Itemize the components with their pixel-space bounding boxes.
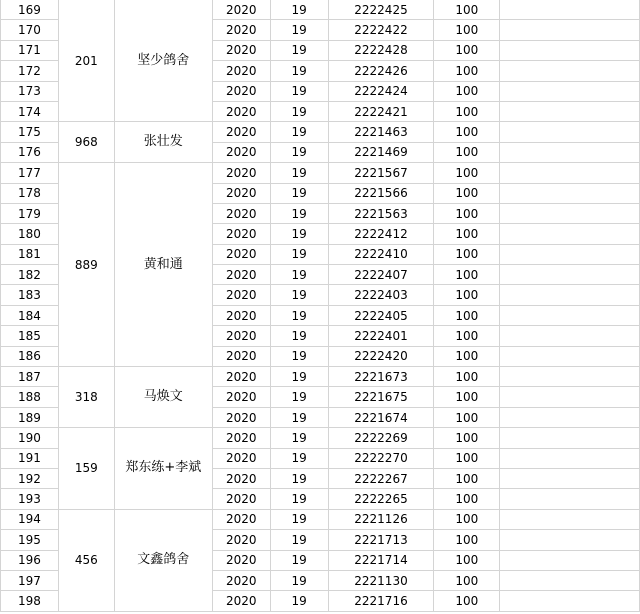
ring-number-cell[interactable]: 2221714 [328,550,434,570]
score-cell[interactable]: 100 [434,244,500,264]
score-cell[interactable]: 100 [434,367,500,387]
ring-number-cell[interactable]: 2221716 [328,591,434,611]
owner-name-cell[interactable]: 黄和通 [114,163,212,367]
row-number-cell[interactable]: 186 [1,346,59,366]
score-cell[interactable]: 100 [434,40,500,60]
table-row [1,428,640,448]
area-code-cell[interactable]: 19 [270,20,328,40]
loft-code-cell[interactable]: 968 [58,122,114,163]
ring-number-cell[interactable]: 2222407 [328,265,434,285]
loft-code-cell[interactable]: 159 [58,428,114,510]
row-number-cell[interactable]: 172 [1,61,59,81]
empty-cell[interactable] [500,61,640,81]
row-number-cell[interactable]: 194 [1,509,59,529]
owner-name-cell[interactable]: 文鑫鸽舍 [114,509,212,611]
year-cell[interactable]: 2020 [212,142,270,162]
score-cell[interactable]: 100 [434,285,500,305]
empty-cell[interactable] [500,0,640,20]
table-row [1,509,640,529]
row-number-cell[interactable]: 191 [1,448,59,468]
table-row [1,0,640,20]
area-code-cell[interactable]: 19 [270,489,328,509]
area-code-cell[interactable]: 19 [270,305,328,325]
area-code-cell[interactable]: 19 [270,244,328,264]
ring-number-cell[interactable]: 2222426 [328,61,434,81]
row-number-cell[interactable]: 181 [1,244,59,264]
score-cell[interactable]: 100 [434,550,500,570]
empty-cell[interactable] [500,244,640,264]
ring-number-cell[interactable]: 2222428 [328,40,434,60]
row-number-cell[interactable]: 178 [1,183,59,203]
area-code-cell[interactable]: 19 [270,0,328,20]
empty-cell[interactable] [500,367,640,387]
score-cell[interactable]: 100 [434,265,500,285]
ring-number-cell[interactable]: 2221563 [328,203,434,223]
ring-number-cell[interactable]: 2222401 [328,326,434,346]
year-cell[interactable]: 2020 [212,285,270,305]
area-code-cell[interactable]: 19 [270,163,328,183]
year-cell[interactable]: 2020 [212,101,270,121]
loft-code-cell[interactable]: 456 [58,509,114,611]
year-cell[interactable]: 2020 [212,367,270,387]
empty-cell[interactable] [500,20,640,40]
empty-cell[interactable] [500,387,640,407]
empty-cell[interactable] [500,305,640,325]
year-cell[interactable]: 2020 [212,20,270,40]
ring-number-cell[interactable]: 2221469 [328,142,434,162]
area-code-cell[interactable]: 19 [270,101,328,121]
year-cell[interactable]: 2020 [212,530,270,550]
score-cell[interactable]: 100 [434,489,500,509]
year-cell[interactable]: 2020 [212,591,270,611]
score-cell[interactable]: 100 [434,0,500,20]
score-cell[interactable]: 100 [434,530,500,550]
score-cell[interactable]: 100 [434,203,500,223]
row-number-cell[interactable]: 179 [1,203,59,223]
empty-cell[interactable] [500,448,640,468]
row-number-cell[interactable]: 183 [1,285,59,305]
score-cell[interactable]: 100 [434,305,500,325]
score-cell[interactable]: 100 [434,224,500,244]
loft-code-cell[interactable]: 201 [58,0,114,122]
row-number-cell[interactable]: 174 [1,101,59,121]
row-number-cell[interactable]: 175 [1,122,59,142]
score-cell[interactable]: 100 [434,407,500,427]
area-code-cell[interactable]: 19 [270,81,328,101]
area-code-cell[interactable]: 19 [270,142,328,162]
year-cell[interactable]: 2020 [212,203,270,223]
area-code-cell[interactable]: 19 [270,570,328,590]
ring-number-cell[interactable]: 2222425 [328,0,434,20]
year-cell[interactable]: 2020 [212,81,270,101]
year-cell[interactable]: 2020 [212,183,270,203]
row-number-cell[interactable]: 171 [1,40,59,60]
empty-cell[interactable] [500,591,640,611]
score-cell[interactable]: 100 [434,428,500,448]
row-number-cell[interactable]: 192 [1,468,59,488]
year-cell[interactable]: 2020 [212,61,270,81]
ring-number-cell[interactable]: 2221567 [328,163,434,183]
score-cell[interactable]: 100 [434,183,500,203]
empty-cell[interactable] [500,326,640,346]
row-number-cell[interactable]: 169 [1,0,59,20]
area-code-cell[interactable]: 19 [270,367,328,387]
ring-number-cell[interactable]: 2222405 [328,305,434,325]
area-code-cell[interactable]: 19 [270,326,328,346]
row-number-cell[interactable]: 180 [1,224,59,244]
area-code-cell[interactable]: 19 [270,346,328,366]
year-cell[interactable]: 2020 [212,265,270,285]
empty-cell[interactable] [500,570,640,590]
ring-number-cell[interactable]: 2222270 [328,448,434,468]
score-cell[interactable]: 100 [434,346,500,366]
empty-cell[interactable] [500,224,640,244]
empty-cell[interactable] [500,142,640,162]
results-table-body [1,0,640,611]
ring-number-cell[interactable]: 2222265 [328,489,434,509]
year-cell[interactable]: 2020 [212,448,270,468]
loft-code-cell[interactable]: 318 [58,367,114,428]
table-row [1,163,640,183]
area-code-cell[interactable]: 19 [270,509,328,529]
area-code-cell[interactable]: 19 [270,203,328,223]
row-number-cell[interactable]: 184 [1,305,59,325]
row-number-cell[interactable]: 173 [1,81,59,101]
empty-cell[interactable] [500,163,640,183]
owner-name-cell[interactable]: 郑东练+李斌 [114,428,212,510]
year-cell[interactable]: 2020 [212,326,270,346]
area-code-cell[interactable]: 19 [270,550,328,570]
ring-number-cell[interactable]: 2221675 [328,387,434,407]
year-cell[interactable]: 2020 [212,305,270,325]
area-code-cell[interactable]: 19 [270,224,328,244]
empty-cell[interactable] [500,468,640,488]
year-cell[interactable]: 2020 [212,163,270,183]
area-code-cell[interactable]: 19 [270,530,328,550]
area-code-cell[interactable]: 19 [270,40,328,60]
year-cell[interactable]: 2020 [212,122,270,142]
score-cell[interactable]: 100 [434,387,500,407]
row-number-cell[interactable]: 198 [1,591,59,611]
year-cell[interactable]: 2020 [212,407,270,427]
score-cell[interactable]: 100 [434,163,500,183]
score-cell[interactable]: 100 [434,122,500,142]
row-number-cell[interactable]: 195 [1,530,59,550]
year-cell[interactable]: 2020 [212,224,270,244]
score-cell[interactable]: 100 [434,448,500,468]
ring-number-cell[interactable]: 2221713 [328,530,434,550]
year-cell[interactable]: 2020 [212,468,270,488]
ring-number-cell[interactable]: 2222412 [328,224,434,244]
empty-cell[interactable] [500,203,640,223]
table-row [1,367,640,387]
row-number-cell[interactable]: 197 [1,570,59,590]
area-code-cell[interactable]: 19 [270,265,328,285]
area-code-cell[interactable]: 19 [270,387,328,407]
empty-cell[interactable] [500,40,640,60]
year-cell[interactable]: 2020 [212,0,270,20]
ring-number-cell[interactable]: 2222410 [328,244,434,264]
year-cell[interactable]: 2020 [212,244,270,264]
ring-number-cell[interactable]: 2221673 [328,367,434,387]
ring-number-cell[interactable]: 2222422 [328,20,434,40]
area-code-cell[interactable]: 19 [270,183,328,203]
empty-cell[interactable] [500,101,640,121]
row-number-cell[interactable]: 187 [1,367,59,387]
row-number-cell[interactable]: 189 [1,407,59,427]
ring-number-cell[interactable]: 2221130 [328,570,434,590]
empty-cell[interactable] [500,346,640,366]
empty-cell[interactable] [500,489,640,509]
year-cell[interactable]: 2020 [212,387,270,407]
area-code-cell[interactable]: 19 [270,448,328,468]
row-number-cell[interactable]: 190 [1,428,59,448]
ring-number-cell[interactable]: 2222421 [328,101,434,121]
ring-number-cell[interactable]: 2222403 [328,285,434,305]
year-cell[interactable]: 2020 [212,550,270,570]
score-cell[interactable]: 100 [434,142,500,162]
table-row [1,122,640,142]
score-cell[interactable]: 100 [434,61,500,81]
empty-cell[interactable] [500,265,640,285]
empty-cell[interactable] [500,81,640,101]
row-number-cell[interactable]: 170 [1,20,59,40]
area-code-cell[interactable]: 19 [270,468,328,488]
owner-name-cell[interactable]: 坚少鸽舍 [114,0,212,122]
year-cell[interactable]: 2020 [212,570,270,590]
score-cell[interactable]: 100 [434,468,500,488]
ring-number-cell[interactable]: 2222424 [328,81,434,101]
score-cell[interactable]: 100 [434,591,500,611]
ring-number-cell[interactable]: 2222267 [328,468,434,488]
year-cell[interactable]: 2020 [212,40,270,60]
empty-cell[interactable] [500,285,640,305]
empty-cell[interactable] [500,183,640,203]
ring-number-cell[interactable]: 2221566 [328,183,434,203]
loft-code-cell[interactable]: 889 [58,163,114,367]
score-cell[interactable]: 100 [434,570,500,590]
ring-number-cell[interactable]: 2221674 [328,407,434,427]
empty-cell[interactable] [500,509,640,529]
score-cell[interactable]: 100 [434,326,500,346]
score-cell[interactable]: 100 [434,101,500,121]
year-cell[interactable]: 2020 [212,509,270,529]
row-number-cell[interactable]: 188 [1,387,59,407]
empty-cell[interactable] [500,530,640,550]
area-code-cell[interactable]: 19 [270,407,328,427]
year-cell[interactable]: 2020 [212,428,270,448]
empty-cell[interactable] [500,122,640,142]
area-code-cell[interactable]: 19 [270,122,328,142]
owner-name-cell[interactable]: 马焕文 [114,367,212,428]
area-code-cell[interactable]: 19 [270,61,328,81]
row-number-cell[interactable]: 182 [1,265,59,285]
row-number-cell[interactable]: 193 [1,489,59,509]
row-number-cell[interactable]: 176 [1,142,59,162]
ring-number-cell[interactable]: 2222269 [328,428,434,448]
year-cell[interactable]: 2020 [212,489,270,509]
row-number-cell[interactable]: 185 [1,326,59,346]
ring-number-cell[interactable]: 2222420 [328,346,434,366]
empty-cell[interactable] [500,428,640,448]
row-number-cell[interactable]: 196 [1,550,59,570]
empty-cell[interactable] [500,407,640,427]
score-cell[interactable]: 100 [434,509,500,529]
empty-cell[interactable] [500,550,640,570]
area-code-cell[interactable]: 19 [270,591,328,611]
score-cell[interactable]: 100 [434,20,500,40]
ring-number-cell[interactable]: 2221126 [328,509,434,529]
area-code-cell[interactable]: 19 [270,428,328,448]
area-code-cell[interactable]: 19 [270,285,328,305]
score-cell[interactable]: 100 [434,81,500,101]
row-number-cell[interactable]: 177 [1,163,59,183]
year-cell[interactable]: 2020 [212,346,270,366]
owner-name-cell[interactable]: 张壮发 [114,122,212,163]
ring-number-cell[interactable]: 2221463 [328,122,434,142]
